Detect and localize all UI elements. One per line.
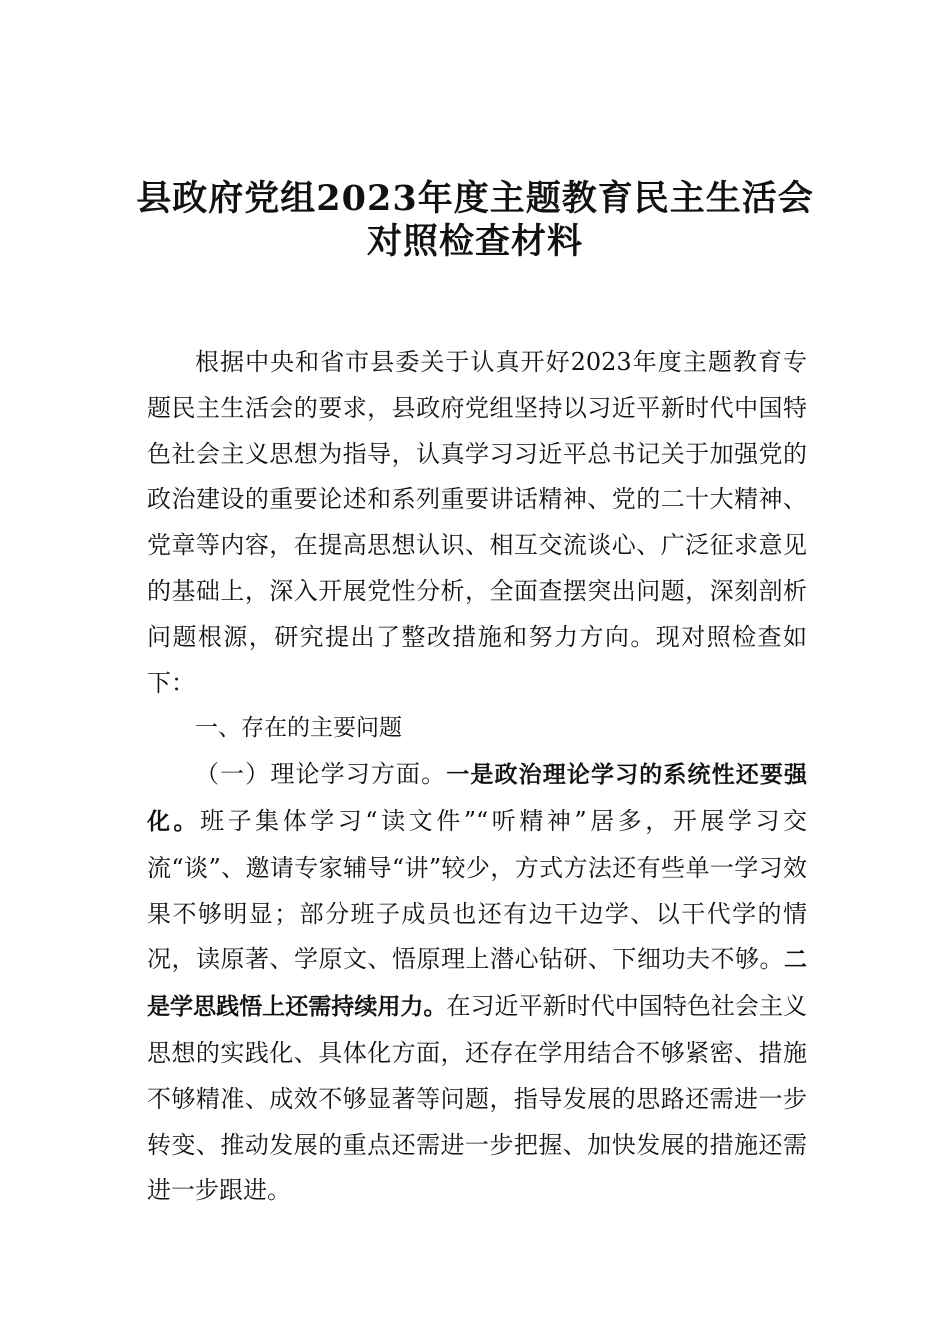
document-title-line2: 对照检查材料 bbox=[366, 221, 583, 262]
subsection-label: （一）理论学习方面。 bbox=[195, 760, 447, 789]
document-title-line1: 县政府党组2023年度主题教育民主生活会 bbox=[136, 178, 814, 219]
point-two-heading: 二是学思践悟上还需持续用力。 bbox=[147, 947, 807, 1021]
section-heading: 一、存在的主要问题 bbox=[195, 715, 402, 742]
point-one-heading: 一是政治理论学习的系统性还要强化。 bbox=[147, 762, 807, 835]
theory-study-paragraph bbox=[147, 752, 807, 1214]
point-one-text: 班子集体学习“读文件”“听精神”居多，开展学习交流“谈”、邀请专家辅导“讲”较少，方式方法还有些单一学习效果不够明显；部分班子成员也还有边干边学、以干代学的情况，读原著、学原文、悟原理上潜心钻研、下细功夫不够。 bbox=[147, 806, 807, 974]
document-body bbox=[147, 340, 807, 1214]
point-two-text: 在习近平新时代中国特色社会主义思想的实践化、具体化方面，还存在学用结合不够紧密、措施不够精准、成效不够显著等问题，指导发展的思路还需进一步转变、推动发展的重点还需进一步把握、加快发展的措施还需进一步跟进。 bbox=[147, 992, 808, 1205]
intro-paragraph: 根据中央和省市县委关于认真开好2023年度主题教育专题民主生活会的要求，县政府党组坚持以习近平新时代中国特色社会主义思想为指导，认真学习习近平总书记关于加强党的政治建设的重要论述和系列重要讲话精神、党的二十大精神、党章等内容，在提高思想认识、相互交流谈心、广泛征求意见的基础上，深入开展党性分析，全面查摆突出问题，深刻剖析问题根源，研究提出了整改措施和努力方向。现对照检查如下： bbox=[147, 348, 807, 697]
